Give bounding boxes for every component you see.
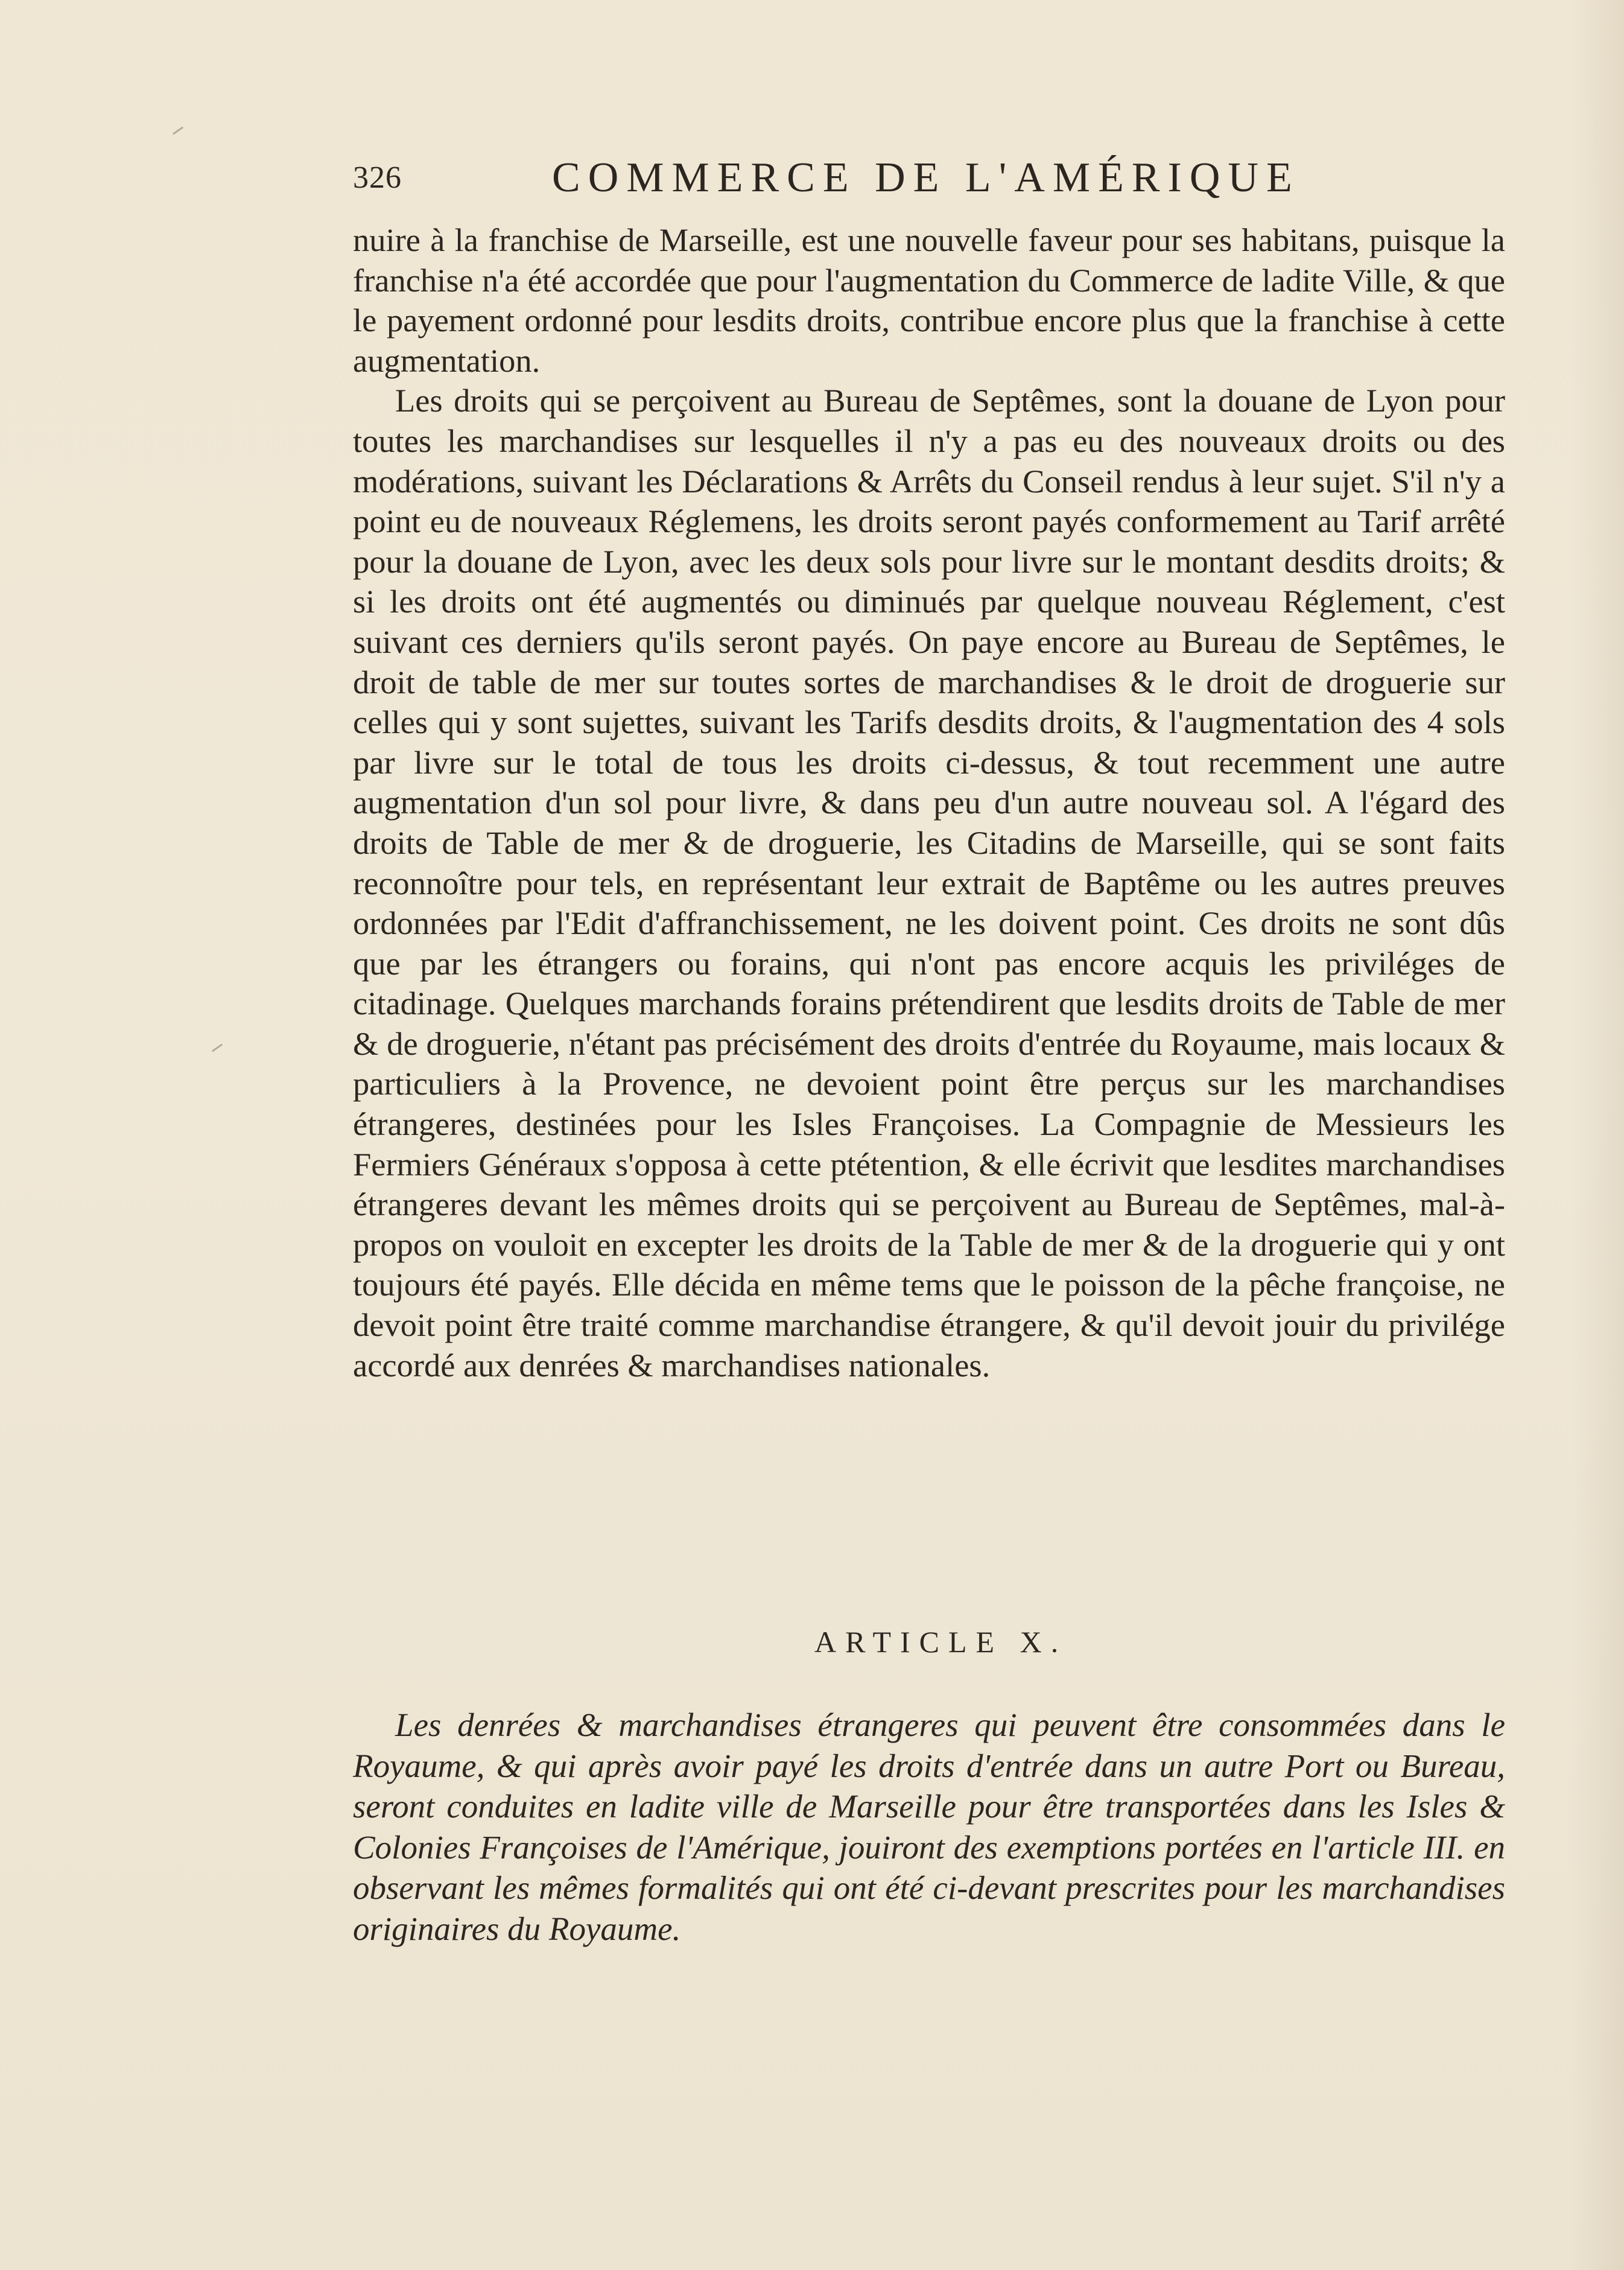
- paragraph-continuation: nuire à la franchise de Marseille, est une nouvelle faveur pour ses habitans, puisque la franchise n'a été accordée que pour l'augmentation du Commerce de ladite Ville, & que le payement ordonné pour lesdits droits, contribue encore plus que la franchise à cette augmentation.: [353, 221, 1505, 379]
- margin-mark: [173, 127, 183, 135]
- body-text: [353, 220, 1505, 1385]
- paragraph-septemes-duties: Les droits qui se perçoivent au Bureau de Septêmes, sont la douane de Lyon pour toutes les marchandises sur lesquelles il n'y a pas eu des nouveaux droits ou des modérations, suivant les Déclarations & Arrêts du Conseil rendus à leur sujet. S'il n'y a point eu de nouveaux Réglemens, les droits seront payés conformement au Tarif arrêté pour la douane de Lyon, avec les deux sols pour livre sur le montant desdits droits; & si les droits ont été augmentés ou diminués par quelque nouveau Réglement, c'est suivant ces derniers qu'ils seront payés. On paye encore au Bureau de Septêmes, le droit de table de mer sur toutes sortes de marchandises & le droit de droguerie sur celles qui y sont sujettes, suivant les Tarifs desdits droits, & l'augmentation des 4 sols par livre sur le total de tous les droits ci-dessus, & tout recemment une autre augmentation d'un sol pour livre, & dans peu d'un autre nouveau sol. A l'égard des droits de Table de mer & de droguerie, les Citadins de Marseille, qui se sont faits reconnoître pour tels, en représentant leur extrait de Baptême ou les autres preuves ordonnées par l'Edit d'affranchissement, ne les doivent point. Ces droits ne sont dûs que par les étrangers ou forains, qui n'ont pas encore acquis les priviléges de citadinage. Quelques marchands forains prétendirent que lesdits droits de Table de mer & de droguerie, n'étant pas précisément des droits d'entrée du Royaume, mais locaux & particuliers à la Provence, ne devoient point être perçus sur les marchandises étrangeres, destinées pour les Isles Françoises. La Compagnie de Messieurs les Fermiers Généraux s'opposa à cette ptétention, & elle écrivit que lesdites marchandises étrangeres devant les mêmes droits qui se perçoivent au Bureau de Septêmes, mal-à-propos on vouloit en excepter les droits de la Table de mer & de la droguerie qui y ont toujours été payés. Elle décida en même tems que le poisson de la pêche françoise, ne devoit point être traité comme marchandise étrangere, & qu'il devoit jouir du privilége accordé aux denrées & marchandises nationales.: [353, 382, 1505, 1384]
- running-head: [353, 154, 1366, 208]
- running-title: COMMERCE DE L'AMÉRIQUE: [552, 154, 1300, 201]
- article-text-block: [353, 1705, 1505, 1949]
- article-heading: ARTICLE X.: [814, 1625, 1068, 1659]
- page-number: 326: [353, 161, 402, 195]
- margin-mark: [212, 1044, 223, 1052]
- article-text: Les denrées & marchandises étrangeres qui peuvent être consommées dans le Royaume, & qui après avoir payé les droits d'entrée dans un autre Port ou Bureau, seront conduites en ladite ville de Marseille pour être transportées dans les Isles & Colonies Françoises de l'Amérique, jouiront des exemptions portées en l'article III. en observant les mêmes formalités qui ont été ci-devant prescrites pour les marchandises originaires du Royaume.: [353, 1706, 1505, 1947]
